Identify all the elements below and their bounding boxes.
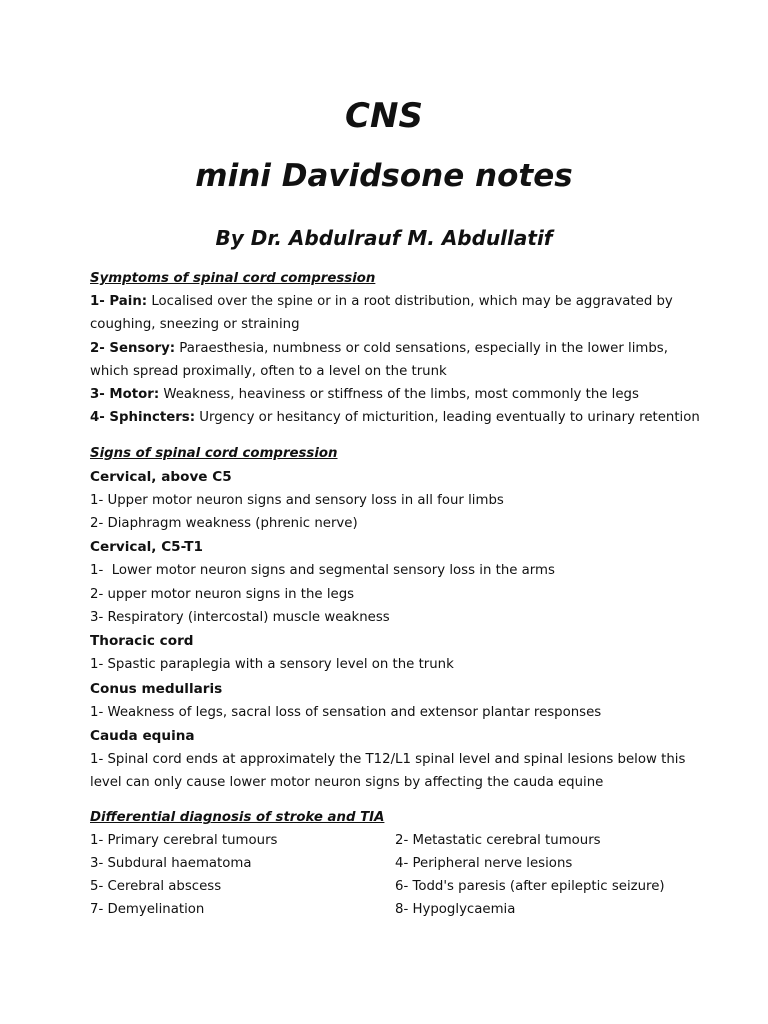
symptom-item	[90, 337, 705, 360]
symptom-continuation: which spread proximally, often to a level on the trunk	[90, 363, 447, 379]
signs-group-title: Thoracic cord	[90, 633, 194, 650]
list-item: 2- Metastatic cerebral tumours	[395, 833, 601, 849]
symptom-label: 1- Pain:	[90, 294, 148, 309]
list-item: 7- Demyelination	[90, 902, 205, 918]
signs-group-title: Cauda equina	[90, 727, 195, 744]
signs-line: 2- upper motor neuron signs in the legs	[90, 586, 355, 602]
symptom-label: 4- Sphincters:	[90, 410, 196, 426]
author-line: By Dr. Abdulrauf M. Abdullatif	[215, 226, 553, 250]
signs-line: 1- Upper motor neuron signs and sensory loss in all four limbs	[90, 492, 504, 508]
list-item: 8- Hypoglycaemia	[395, 902, 516, 918]
list-item: 5- Cerebral abscess	[90, 879, 222, 895]
title-subtitle: mini Davidsone notes	[195, 158, 573, 194]
signs-line: 1- Spastic paraplegia with a sensory level on the trunk	[90, 657, 454, 673]
list-item: 1- Primary cerebral tumours	[90, 833, 278, 849]
signs-line: 2- Diaphragm weakness (phrenic nerve)	[90, 516, 358, 532]
content	[90, 268, 705, 921]
signs-line: 1- Lower motor neuron signs and segmental sensory loss in the arms	[90, 563, 555, 579]
differential-list	[90, 829, 705, 921]
symptom-text: Urgency or hesitancy of micturition, leading eventually to urinary retention	[195, 410, 700, 426]
signs-line: 1- Weakness of legs, sacral loss of sensation and extensor plantar responses	[90, 704, 602, 720]
list-item: 4- Peripheral nerve lesions	[395, 856, 573, 872]
symptom-item	[90, 383, 705, 406]
list-item: 3- Subdural haematoma	[90, 856, 252, 872]
list-item: 6- Todd's paresis (after epileptic seizure)	[395, 879, 665, 895]
symptom-text: Weakness, heaviness or stiffness of the limbs, most commonly the legs	[159, 387, 639, 403]
symptom-continuation: coughing, sneezing or straining	[90, 317, 300, 333]
symptom-item	[90, 406, 705, 429]
symptom-item	[90, 290, 705, 313]
symptom-label: 2- Sensory:	[90, 340, 176, 356]
symptoms-heading: Symptoms of spinal cord compression	[90, 271, 376, 286]
title-cns: CNS	[345, 96, 423, 136]
symptom-label: 3- Motor:	[90, 387, 160, 403]
signs-heading: Signs of spinal cord compression	[90, 445, 338, 461]
differential-heading: Differential diagnosis of stroke and TIA	[90, 810, 385, 826]
signs-group-title: Cervical, C5-T1	[90, 539, 204, 556]
symptom-text: Paraesthesia, numbness or cold sensations, especially in the lower limbs,	[175, 340, 668, 356]
signs-group-title: Conus medullaris	[90, 680, 223, 697]
symptom-text: Localised over the spine or in a root distribution, which may be aggravated by	[147, 294, 673, 309]
signs-line: 3- Respiratory (intercostal) muscle weakness	[90, 609, 390, 625]
signs-line: level can only cause lower motor neuron signs by affecting the cauda equine	[90, 775, 604, 791]
signs-line: 1- Spinal cord ends at approximately the T12/L1 spinal level and spinal lesions below this	[90, 751, 686, 767]
signs-group-title: Cervical, above C5	[90, 468, 232, 485]
